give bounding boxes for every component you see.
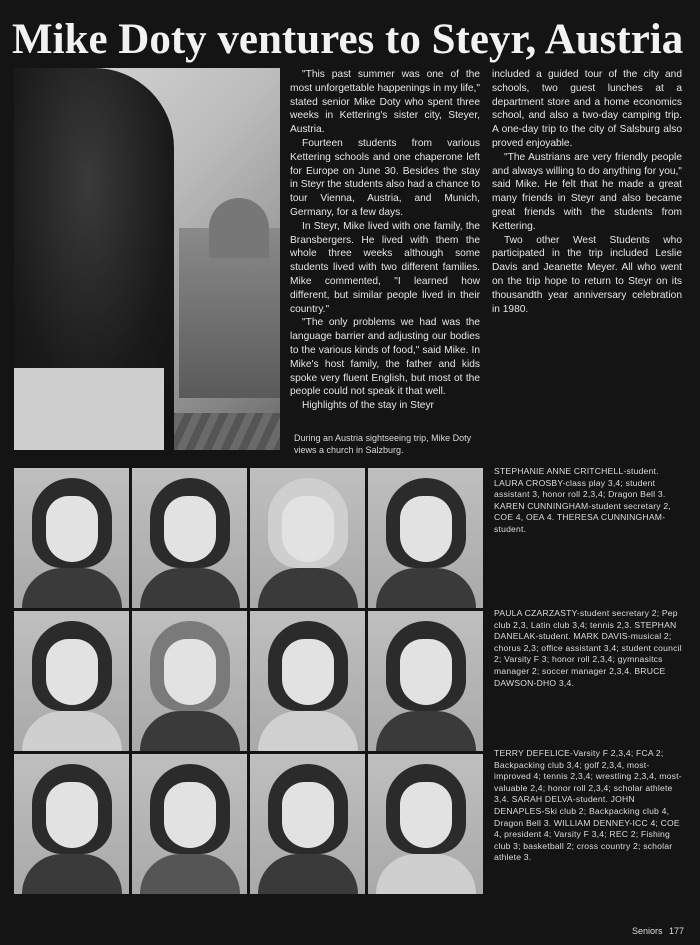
headline: Mike Doty ventures to Steyr, Austria: [12, 16, 684, 63]
article-paragraph: In Steyr, Mike lived with one family, the Bransbergers. He lived with them the whole three weeks although some students lived with two different families. Mike commented, "I learned how different, but similar people lived in their country.": [290, 220, 480, 315]
portrait-photo: [368, 754, 483, 894]
photo-caption: During an Austria sightseeing trip, Mike Doty views a church in Salzburg.: [294, 433, 472, 455]
portrait-photo: [14, 468, 129, 608]
portrait-photo: [250, 754, 365, 894]
article-paragraph: "The Austrians are very friendly people and always willing to do anything for you," said Mike. He felt that he made a great many friends in Steyr and also became great friends with the students from Kettering.: [492, 151, 682, 232]
portrait-photo: [132, 754, 247, 894]
portrait-photo: [368, 611, 483, 751]
portrait-photo: [368, 468, 483, 608]
portrait-photo: [132, 611, 247, 751]
portrait-grid: [14, 468, 480, 896]
portrait-photo: [250, 611, 365, 751]
church-dome: [209, 198, 269, 258]
student-shirt: [14, 368, 164, 450]
feature-photo: [14, 68, 280, 450]
section-label: Seniors: [631, 926, 663, 936]
article-paragraph: Two other West Students who participated in the trip included Leslie Davis and Jeanette Meyer. All who went on the trip hope to return to Steyr on its thousandth year anniversary celebration in 1980.: [492, 234, 682, 315]
article-paragraph: Fourteen students from various Kettering schools and one chaperone left for Europe on June 30. Besides the stay in Steyr the students also had a chance to tour Vienna, Austria, and Munich, Germany, for a few days.: [290, 137, 480, 218]
article-column-1: [290, 68, 480, 413]
name-block: STEPHANIE ANNE CRITCHELL-student. LAURA CROSBY-class play 3,4; student assistant 3, honor roll 2,3,4; Dragon Bell 3. KAREN CUNNINGHAM-student secretary 2, COE 4, OEA 4. THERESA CUNNINGHAM-student.: [494, 466, 671, 534]
article-paragraph: "The only problems we had was the language barrier and adjusting our bodies to the various kinds of food," said Mike. In Mike's host family, the father and kids spoke very fluent English, but most ot the people could not speak it that well.: [290, 317, 480, 398]
name-block: TERRY DEFELICE-Varsity F 2,3,4; FCA 2; Backpacking club 3,4; golf 2,3,4, most-improved 4; tennis 2,3,4; wrestling 2,3,4, most-valuable 2,4; honor roll 2,3,4; scholar athlete 3,4. SARAH DELVA-student. JOHN DENAPLES-Ski club 2; Backpacking club 4, Dragon Bell 3. WILLIAM DENNEY-ICC 4; COE 4, president 4; Varsity F 3,4; REC 2; Fishing club 3; basketball 2; cross country 2; scholar athlete 3.: [494, 748, 682, 863]
portrait-photo: [14, 611, 129, 751]
article-paragraph: included a guided tour of the city and schools, two guest lunches at a department store and a home economics school, and also a two-day camping trip. A one-day trip to the city of Salsburg also proved enjoyable.: [492, 69, 682, 149]
name-block: PAULA CZARZASTY-student secretary 2; Pep club 2,3, Latin club 3,4; tennis 2,3. STEPHAN DANELAK-student. MARK DAVIS-musical 2; chorus 2,3; office assistant 3,4; student council 2; Varsity F 3; honor roll 2,3,4; gymnasitcs manager 2; soccer manager 2,3,4. BRUCE DAWSON-DHO 3,4.: [494, 608, 682, 688]
article-paragraph: Highlights of the stay in Steyr: [302, 400, 434, 412]
article-paragraph: "This past summer was one of the most unforgettable happenings in my life," stated senior Mike Doty who spent three weeks in Kettering's sister city, Steyer, Austria.: [290, 69, 480, 136]
portrait-photo: [250, 468, 365, 608]
page-footer: [628, 926, 684, 936]
portrait-photo: [132, 468, 247, 608]
article-column-2: [492, 68, 682, 316]
portrait-photo: [14, 754, 129, 894]
page-number: 177: [668, 926, 684, 936]
